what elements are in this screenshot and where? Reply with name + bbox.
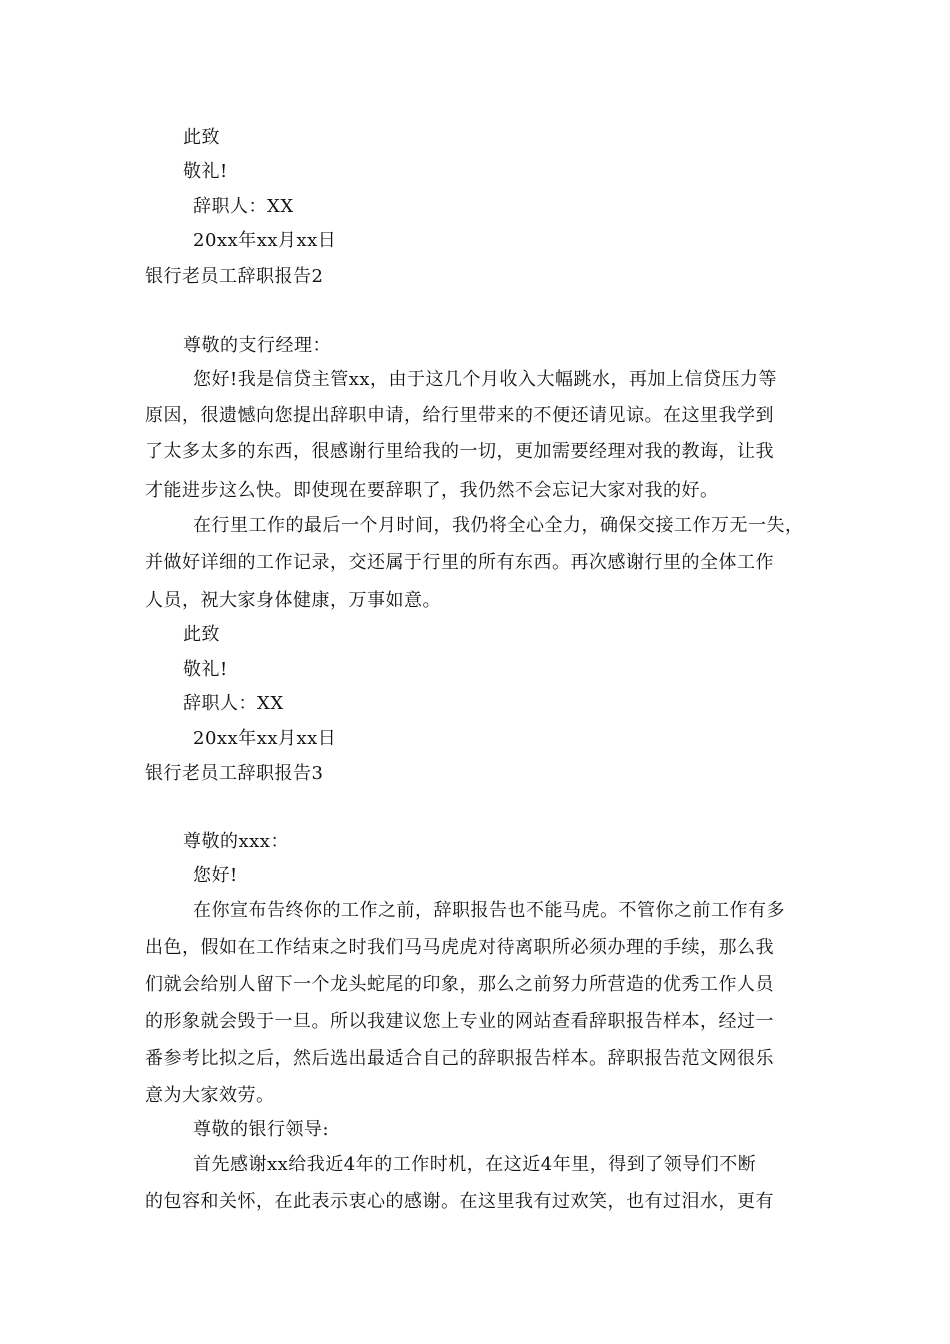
section-title: 银行老员工辞职报告3 — [145, 763, 324, 784]
salutation: 尊敬的xxx： — [183, 831, 289, 852]
greeting: 您好! — [193, 865, 238, 886]
salutation: 尊敬的支行经理： — [183, 335, 331, 356]
date-line: 20xx年xx月xx日 — [193, 230, 337, 251]
paragraph-line: 人员，祝大家身体健康，万事如意。 — [145, 590, 441, 611]
paragraph-line: 的形象就会毁于一旦。所以我建议您上专业的网站查看辞职报告样本，经过一 — [145, 1011, 774, 1032]
paragraph-line: 的包容和关怀，在此表示衷心的感谢。在这里我有过欢笑，也有过泪水，更有 — [145, 1191, 774, 1212]
paragraph-line: 原因，很遗憾向您提出辞职申请，给行里带来的不便还请见谅。在这里我学到 — [145, 405, 774, 426]
paragraph-line: 意为大家效劳。 — [145, 1085, 275, 1106]
salutation: 尊敬的银行领导: — [193, 1119, 330, 1140]
section-title: 银行老员工辞职报告2 — [145, 266, 324, 287]
signer-line: 辞职人：XX — [183, 693, 284, 714]
paragraph-line: 番参考比拟之后，然后选出最适合自己的辞职报告样本。辞职报告范文网很乐 — [145, 1048, 774, 1069]
closing-line: 敬礼! — [183, 161, 228, 182]
paragraph-line: 您好!我是信贷主管xx，由于这几个月收入大幅跳水，再加上信贷压力等 — [193, 369, 778, 390]
paragraph-line: 了太多太多的东西，很感谢行里给我的一切，更加需要经理对我的教诲，让我 — [145, 441, 774, 462]
paragraph-line: 出色，假如在工作结束之时我们马马虎虎对待离职所必须办理的手续，那么我 — [145, 937, 774, 958]
closing-line: 此致 — [183, 127, 220, 148]
paragraph-line: 才能进步这么快。即使现在要辞职了，我仍然不会忘记大家对我的好。 — [145, 480, 719, 501]
closing-line: 此致 — [183, 624, 220, 645]
paragraph-line: 并做好详细的工作记录，交还属于行里的所有东西。再次感谢行里的全体工作 — [145, 552, 774, 573]
signer-line: 辞职人：XX — [193, 196, 294, 217]
paragraph-line: 们就会给别人留下一个龙头蛇尾的印象，那么之前努力所营造的优秀工作人员 — [145, 974, 774, 995]
paragraph-line: 在你宣布告终你的工作之前，辞职报告也不能马虎。不管你之前工作有多 — [193, 900, 785, 921]
closing-line: 敬礼! — [183, 659, 228, 680]
paragraph-line: 首先感谢xx给我近4年的工作时机，在这近4年里，得到了领导们不断 — [193, 1154, 757, 1175]
paragraph-line: 在行里工作的最后一个月时间，我仍将全心全力，确保交接工作万无一失， — [193, 515, 804, 536]
date-line: 20xx年xx月xx日 — [193, 728, 337, 749]
